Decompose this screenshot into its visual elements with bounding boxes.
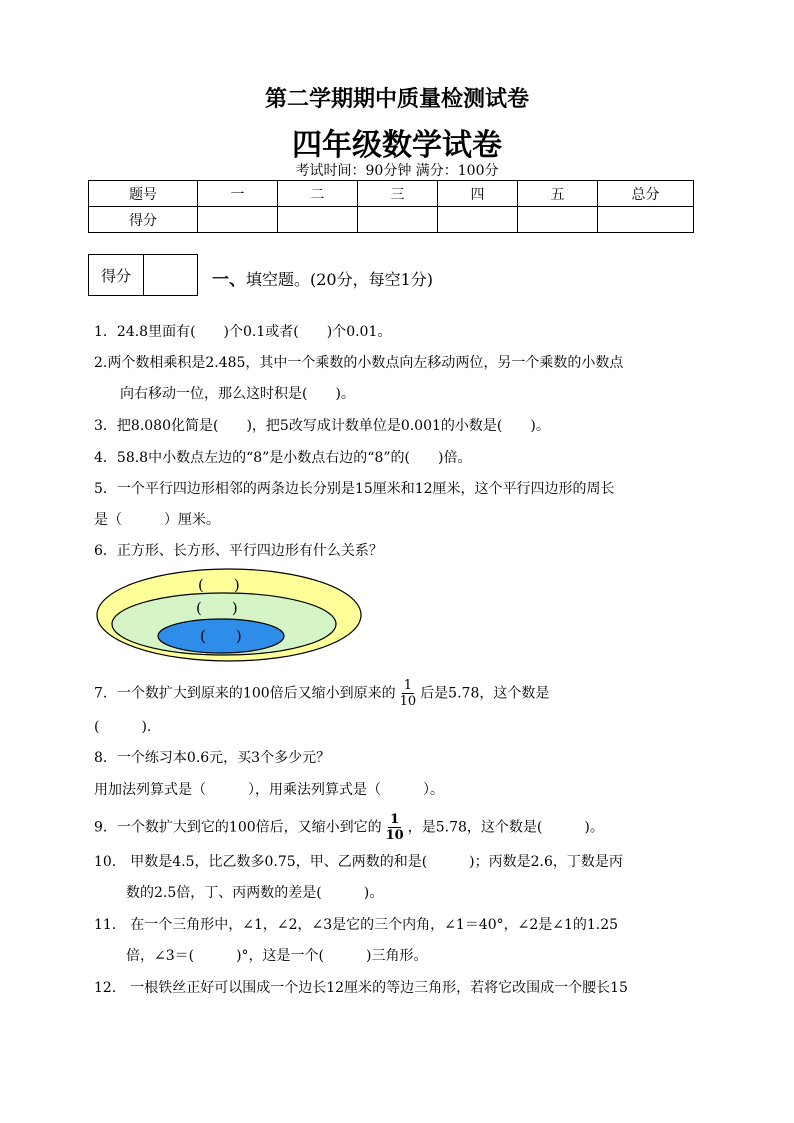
section-number: 一、 — [212, 270, 246, 290]
question-7-cont: ( ). — [94, 719, 152, 735]
fraction-one-tenth — [400, 678, 417, 709]
fraction-one-tenth — [386, 812, 404, 843]
question-7 — [94, 678, 549, 709]
question-5-cont: 是（ ）厘米。 — [94, 512, 220, 528]
section-score-field[interactable] — [144, 255, 197, 295]
fraction-denominator: 10 — [399, 694, 417, 709]
question-11-cont: 倍，∠3＝( )°，这是一个( )三角形。 — [126, 948, 428, 964]
header-cell: 四 — [438, 181, 518, 207]
score-cell[interactable] — [598, 207, 694, 233]
header-cell: 题号 — [89, 181, 198, 207]
question-9-text-end: ，是5.78，这个数是( )。 — [407, 819, 604, 836]
section-text: 填空题。(20分，每空1分) — [246, 270, 434, 289]
question-5: 5．一个平行四边形相邻的两条边长分别是15厘米和12厘米，这个平行四边形的周长 — [94, 481, 615, 497]
section-score-box — [88, 254, 198, 296]
question-4: 4．58.8中小数点左边的“8”是小数点右边的“8”的( )倍。 — [94, 450, 472, 466]
row-label: 得分 — [89, 207, 198, 233]
answer-blank-inner[interactable]: ( ) — [200, 627, 242, 645]
score-cell[interactable] — [358, 207, 438, 233]
header-cell: 五 — [518, 181, 598, 207]
score-table-score-row — [89, 207, 694, 233]
header-cell: 一 — [198, 181, 278, 207]
score-cell[interactable] — [518, 207, 598, 233]
header-cell: 三 — [358, 181, 438, 207]
answer-blank-middle[interactable]: ( ) — [196, 599, 238, 617]
question-7-text: 7．一个数扩大到原来的100倍后又缩小到原来的 — [94, 685, 396, 702]
answer-blank-outer[interactable]: ( ) — [198, 576, 240, 594]
question-1: 1．24.8里面有( )个0.1或者( )个0.01。 — [94, 324, 392, 340]
section-heading — [212, 265, 433, 290]
question-11: 11． 在一个三角形中，∠1，∠2，∠3是它的三个内角，∠1＝40°，∠2是∠1的1.25 — [94, 917, 619, 933]
score-cell[interactable] — [438, 207, 518, 233]
exam-info: 考试时间：90分钟 满分：100分 — [295, 163, 499, 179]
question-9 — [94, 812, 604, 843]
header-cell: 总分 — [598, 181, 694, 207]
exam-title: 四年级数学试卷 — [292, 128, 502, 163]
question-3: 3．把8.080化简是( )，把5改写成计数单位是0.001的小数是( )。 — [94, 418, 550, 434]
score-table — [88, 180, 694, 233]
score-table-header-row — [89, 181, 694, 207]
fraction-denominator: 10 — [385, 828, 404, 843]
question-9-text: 9．一个数扩大到它的100倍后，又缩小到它的 — [94, 819, 382, 836]
score-cell[interactable] — [278, 207, 358, 233]
question-6: 6．正方形、长方形、平行四边形有什么关系？ — [94, 543, 383, 559]
question-7-text-end: 后是5.78，这个数是 — [420, 685, 550, 702]
fraction-numerator: 1 — [403, 678, 413, 693]
question-10-cont: 数的2.5倍，丁、丙两数的差是( )。 — [126, 885, 384, 901]
question-2: 2.两个数相乘积是2.485，其中一个乘数的小数点向左移动两位，另一个乘数的小数点 — [94, 355, 624, 371]
fraction-numerator: 1 — [390, 812, 400, 827]
score-cell[interactable] — [198, 207, 278, 233]
question-10: 10． 甲数是4.5，比乙数多0.75，甲、乙两数的和是( )；丙数是2.6，丁数是丙 — [94, 854, 623, 870]
header-cell: 二 — [278, 181, 358, 207]
question-8-cont: 用加法列算式是（ ），用乘法列算式是（ ）。 — [94, 782, 444, 798]
question-8: 8．一个练习本0.6元，买3个多少元？ — [94, 750, 331, 766]
exam-subtitle: 第二学期期中质量检测试卷 — [264, 86, 529, 112]
question-2-cont: 向右移动一位，那么这时积是( )。 — [120, 386, 355, 402]
question-12: 12． 一根铁丝正好可以围成一个边长12厘米的等边三角形，若将它改围成一个腰长15 — [94, 980, 628, 996]
section-score-label: 得分 — [89, 255, 144, 295]
